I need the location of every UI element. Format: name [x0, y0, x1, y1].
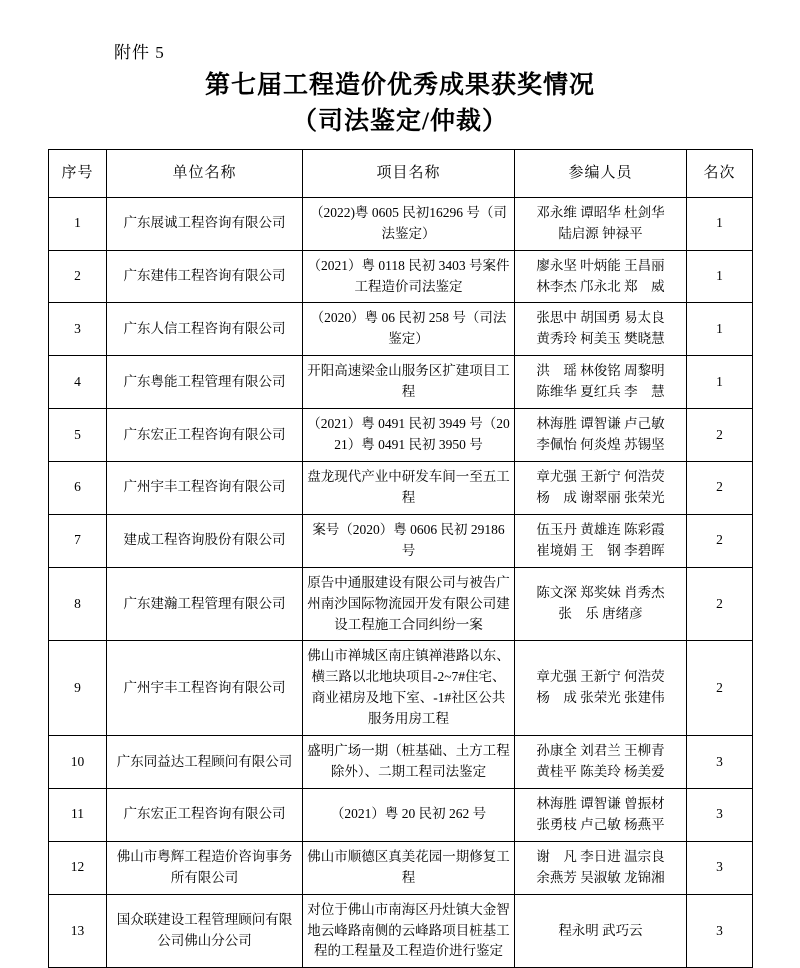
- cell-project-name: （2021）粤 0491 民初 3949 号（2021）粤 0491 民初 3950 号: [303, 409, 515, 462]
- table-body: [49, 197, 753, 968]
- attachment-label: 附件 5: [114, 38, 752, 63]
- cell-serial-number: 1: [49, 197, 107, 250]
- cell-staff-names: 廖永坚 叶炳能 王昌丽 林李杰 邝永北 郑 威: [515, 250, 687, 303]
- cell-rank: 2: [687, 409, 753, 462]
- cell-staff-names: 孙康全 刘君兰 王柳青 黄桂平 陈美玲 杨美爱: [515, 736, 687, 789]
- cell-rank: 2: [687, 514, 753, 567]
- cell-rank: 1: [687, 197, 753, 250]
- cell-unit-name: 广东展诚工程咨询有限公司: [107, 197, 303, 250]
- cell-staff-names: 章尤强 王新宁 何浩荧 杨 成 张荣光 张建伟: [515, 641, 687, 736]
- table-row: [49, 197, 753, 250]
- table-row: [49, 788, 753, 841]
- cell-rank: 2: [687, 461, 753, 514]
- cell-project-name: 案号（2020）粤 0606 民初 29186 号: [303, 514, 515, 567]
- cell-project-name: （2021）粤 0118 民初 3403 号案件工程造价司法鉴定: [303, 250, 515, 303]
- cell-rank: 1: [687, 303, 753, 356]
- cell-staff-names: 邓永维 谭昭华 杜剑华 陆启源 钟禄平: [515, 197, 687, 250]
- table-row: [49, 736, 753, 789]
- cell-rank: 1: [687, 250, 753, 303]
- cell-rank: 3: [687, 736, 753, 789]
- cell-project-name: 盛明广场一期（桩基础、土方工程除外）、二期工程司法鉴定: [303, 736, 515, 789]
- cell-unit-name: 国众联建设工程管理顾问有限公司佛山分公司: [107, 894, 303, 968]
- cell-unit-name: 建成工程咨询股份有限公司: [107, 514, 303, 567]
- cell-staff-names: 谢 凡 李日进 温宗良 余燕芳 吴淑敏 龙锦湘: [515, 841, 687, 894]
- page-subtitle: （司法鉴定/仲裁）: [48, 105, 752, 139]
- cell-rank: 1: [687, 356, 753, 409]
- cell-staff-names: 张思中 胡国勇 易太良 黄秀玲 柯美玉 樊晓慧: [515, 303, 687, 356]
- cell-serial-number: 13: [49, 894, 107, 968]
- table-row: [49, 841, 753, 894]
- cell-staff-names: 洪 瑶 林俊铭 周黎明 陈维华 夏红兵 李 慧: [515, 356, 687, 409]
- cell-serial-number: 2: [49, 250, 107, 303]
- table-row: [49, 641, 753, 736]
- cell-project-name: 佛山市禅城区南庄镇禅港路以东、横三路以北地块项目-2~7#住宅、商业裙房及地下室、-1#社区公共服务用房工程: [303, 641, 515, 736]
- cell-serial-number: 12: [49, 841, 107, 894]
- column-header-no: 序号: [49, 149, 107, 197]
- page-title: 第七届工程造价优秀成果获奖情况: [48, 69, 752, 103]
- column-header-staff: 参编人员: [515, 149, 687, 197]
- cell-serial-number: 10: [49, 736, 107, 789]
- table-row: [49, 894, 753, 968]
- cell-unit-name: 广东宏正工程咨询有限公司: [107, 409, 303, 462]
- cell-staff-names: 陈文深 郑奖妹 肖秀杰 张 乐 唐绪彦: [515, 567, 687, 641]
- cell-staff-names: 程永明 武巧云: [515, 894, 687, 968]
- cell-serial-number: 5: [49, 409, 107, 462]
- cell-unit-name: 广东人信工程咨询有限公司: [107, 303, 303, 356]
- table-row: [49, 250, 753, 303]
- cell-project-name: 开阳高速梁金山服务区扩建项目工程: [303, 356, 515, 409]
- cell-rank: 2: [687, 641, 753, 736]
- cell-rank: 3: [687, 788, 753, 841]
- cell-project-name: 佛山市顺德区真美花园一期修复工程: [303, 841, 515, 894]
- cell-project-name: 对位于佛山市南海区丹灶镇大金智地云峰路南侧的云峰路项目桩基工程的工程量及工程造价进行鉴定: [303, 894, 515, 968]
- cell-staff-names: 伍玉丹 黄雄连 陈彩霞 崔境娟 王 钢 李碧晖: [515, 514, 687, 567]
- cell-staff-names: 章尤强 王新宁 何浩荧 杨 成 谢翠丽 张荣光: [515, 461, 687, 514]
- cell-unit-name: 广州宇丰工程咨询有限公司: [107, 461, 303, 514]
- cell-project-name: （2022)粤 0605 民初16296 号（司法鉴定）: [303, 197, 515, 250]
- cell-unit-name: 广东同益达工程顾问有限公司: [107, 736, 303, 789]
- cell-unit-name: 广东建瀚工程管理有限公司: [107, 567, 303, 641]
- table-row: [49, 356, 753, 409]
- cell-project-name: （2021）粤 20 民初 262 号: [303, 788, 515, 841]
- table-header-row: [49, 149, 753, 197]
- table-row: [49, 567, 753, 641]
- title-block: [48, 69, 752, 139]
- award-table: [48, 149, 753, 968]
- cell-unit-name: 广东宏正工程咨询有限公司: [107, 788, 303, 841]
- cell-unit-name: 佛山市粤辉工程造价咨询事务所有限公司: [107, 841, 303, 894]
- table-row: [49, 409, 753, 462]
- table-row: [49, 303, 753, 356]
- cell-serial-number: 6: [49, 461, 107, 514]
- column-header-rank: 名次: [687, 149, 753, 197]
- cell-rank: 2: [687, 567, 753, 641]
- cell-unit-name: 广州宇丰工程咨询有限公司: [107, 641, 303, 736]
- cell-unit-name: 广东粤能工程管理有限公司: [107, 356, 303, 409]
- cell-serial-number: 8: [49, 567, 107, 641]
- cell-serial-number: 9: [49, 641, 107, 736]
- cell-unit-name: 广东建伟工程咨询有限公司: [107, 250, 303, 303]
- cell-project-name: （2020）粤 06 民初 258 号（司法鉴定）: [303, 303, 515, 356]
- cell-rank: 3: [687, 894, 753, 968]
- cell-staff-names: 林海胜 谭智谦 曾振材 张勇枝 卢己敏 杨燕平: [515, 788, 687, 841]
- cell-serial-number: 7: [49, 514, 107, 567]
- cell-staff-names: 林海胜 谭智谦 卢己敏 李佩怡 何炎煌 苏锡坚: [515, 409, 687, 462]
- cell-rank: 3: [687, 841, 753, 894]
- column-header-project: 项目名称: [303, 149, 515, 197]
- table-row: [49, 461, 753, 514]
- column-header-unit: 单位名称: [107, 149, 303, 197]
- cell-project-name: 盘龙现代产业中研发车间一至五工程: [303, 461, 515, 514]
- cell-serial-number: 3: [49, 303, 107, 356]
- cell-serial-number: 4: [49, 356, 107, 409]
- cell-project-name: 原告中通服建设有限公司与被告广州南沙国际物流园开发有限公司建设工程施工合同纠纷一案: [303, 567, 515, 641]
- cell-serial-number: 11: [49, 788, 107, 841]
- table-row: [49, 514, 753, 567]
